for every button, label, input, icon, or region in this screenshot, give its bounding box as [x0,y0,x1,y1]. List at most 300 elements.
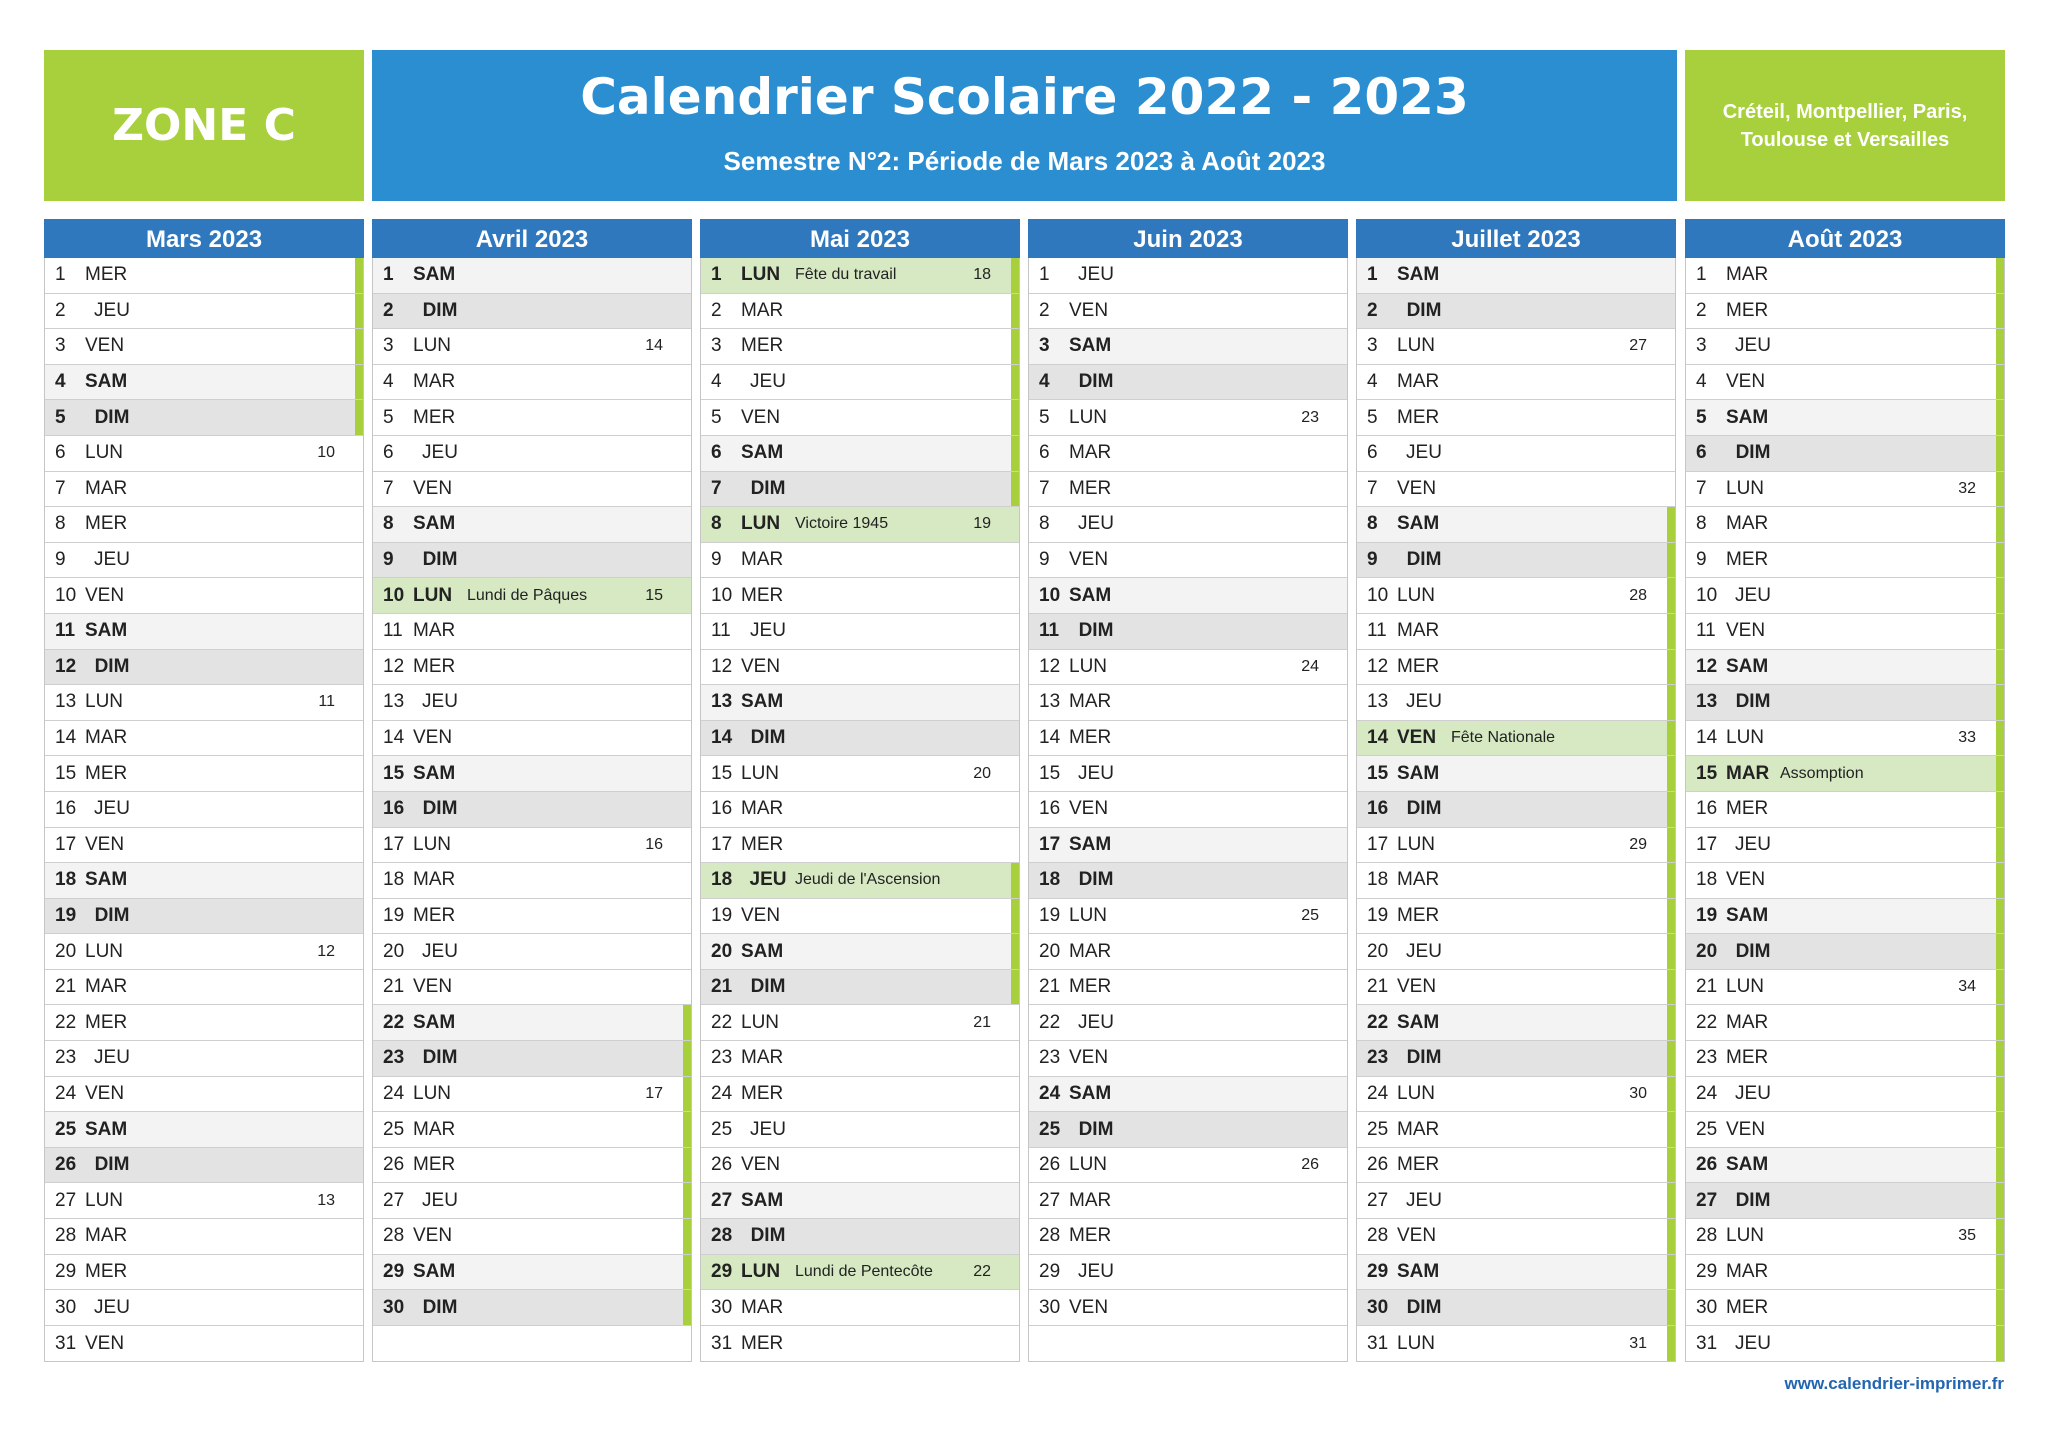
day-number: 2 [1039,299,1050,321]
day-row [1686,400,2004,436]
day-row [1029,400,1347,436]
day-name: MAR [741,1296,784,1318]
day-row [1029,614,1347,650]
day-name: JEU [1406,691,1442,713]
holiday-name: Fête du travail [795,266,897,284]
month-header: Août 2023 [1685,219,2005,258]
day-row [1029,1290,1347,1326]
day-row [1029,1219,1347,1255]
day-row [45,1148,363,1184]
day-name: JEU [1078,264,1114,286]
day-name: MER [1069,1225,1112,1247]
day-name: VEN [1069,299,1109,321]
day-row [45,970,363,1006]
day-row [701,1326,1019,1362]
day-row [373,756,691,792]
day-row [373,828,691,864]
day-number: 8 [383,513,394,535]
day-name: JEU [422,442,458,464]
day-number: 17 [55,833,77,855]
day-number: 24 [55,1082,77,1104]
day-number: 22 [1696,1011,1718,1033]
day-number: 18 [55,869,77,891]
day-number: 24 [1367,1082,1389,1104]
day-name: DIM [750,976,786,998]
day-row [45,329,363,365]
day-number: 13 [55,691,77,713]
day-row [45,1290,363,1326]
day-row [45,1183,363,1219]
day-row [1357,543,1675,579]
day-name: SAM [741,691,784,713]
day-number: 27 [1039,1189,1061,1211]
day-number: 1 [711,264,722,286]
month-column [1356,219,1676,1362]
day-row [373,1077,691,1113]
day-row [45,1041,363,1077]
day-name: SAM [85,869,128,891]
day-number: 12 [1039,655,1061,677]
day-row [701,899,1019,935]
day-name: MAR [741,549,784,571]
day-row [1686,507,2004,543]
day-row [45,934,363,970]
day-name: LUN [1726,477,1765,499]
day-name: SAM [1397,1011,1440,1033]
month-header: Mars 2023 [44,219,364,258]
day-number: 11 [55,620,76,642]
holiday-row [1357,721,1675,757]
day-name: LUN [741,1011,780,1033]
day-row [1357,685,1675,721]
month-header: Juin 2023 [1028,219,1348,258]
day-row [1357,436,1675,472]
day-number: 12 [383,655,405,677]
day-number: 9 [1696,549,1707,571]
day-row [373,294,691,330]
day-row [1686,1183,2004,1219]
day-number: 4 [1696,371,1707,393]
day-number: 5 [1367,406,1378,428]
day-row [1357,828,1675,864]
day-name: VEN [413,477,453,499]
day-number: 6 [1696,442,1707,464]
day-row [701,400,1019,436]
day-number: 26 [711,1154,733,1176]
holiday-row [701,1255,1019,1291]
day-row [701,1005,1019,1041]
day-number: 10 [711,584,733,606]
day-row [373,614,691,650]
day-row [1029,970,1347,1006]
day-row [1029,578,1347,614]
day-name: JEU [422,1189,458,1211]
day-name: LUN [1397,1332,1436,1354]
day-row [701,1290,1019,1326]
day-row [1357,400,1675,436]
week-number: 21 [973,1013,991,1031]
day-number: 10 [1367,584,1389,606]
day-name: VEN [741,406,781,428]
day-number: 21 [711,976,733,998]
day-name: MER [1726,1296,1769,1318]
day-row [1029,1077,1347,1113]
day-number: 22 [711,1011,733,1033]
day-row [701,329,1019,365]
day-number: 12 [55,655,77,677]
day-name: SAM [413,513,456,535]
month-header: Mai 2023 [700,219,1020,258]
day-row [1357,1041,1675,1077]
day-row [1686,792,2004,828]
day-name: MER [85,513,128,535]
day-name: DIM [1406,549,1442,571]
day-number: 31 [711,1332,733,1354]
day-name: MAR [85,976,128,998]
day-name: LUN [1397,833,1436,855]
day-number: 20 [711,940,733,962]
day-name: MER [1397,1154,1440,1176]
day-number: 1 [1696,264,1707,286]
day-number: 15 [1367,762,1389,784]
holiday-name: Jeudi de l'Ascension [795,871,941,889]
day-row [373,1148,691,1184]
day-list [1685,258,2005,1362]
page-subtitle: Semestre N°2: Période de Mars 2023 à Août 2023 [723,146,1326,176]
week-number: 32 [1958,479,1976,497]
day-list [44,258,364,1362]
day-number: 11 [1039,620,1060,642]
day-number: 4 [1367,371,1378,393]
day-row [1357,1077,1675,1113]
day-name: JEU [94,549,130,571]
day-row [373,365,691,401]
day-number: 21 [383,976,405,998]
day-number: 13 [1696,691,1718,713]
day-name: MAR [1726,762,1770,784]
day-name: MAR [1397,869,1440,891]
day-name: SAM [1726,655,1769,677]
day-name: VEN [1726,371,1766,393]
day-row [701,1112,1019,1148]
day-row [1029,934,1347,970]
day-name: MAR [1069,442,1112,464]
day-name: VEN [1397,1225,1437,1247]
day-name: VEN [413,976,453,998]
holiday-row [1686,756,2004,792]
day-name: MAR [741,299,784,321]
day-name: JEU [1078,762,1114,784]
day-number: 21 [1367,976,1389,998]
day-name: LUN [1726,1225,1765,1247]
day-number: 2 [1696,299,1707,321]
day-number: 26 [55,1154,77,1176]
day-number: 10 [55,584,77,606]
day-row [373,436,691,472]
day-number: 13 [383,691,405,713]
day-row [1029,329,1347,365]
day-name: LUN [413,584,453,606]
day-name: LUN [413,1082,452,1104]
day-row [1357,650,1675,686]
day-number: 29 [711,1260,733,1282]
day-name: MAR [1726,264,1769,286]
day-number: 14 [1039,727,1061,749]
day-row [701,1148,1019,1184]
day-name: VEN [741,1154,781,1176]
day-row [45,543,363,579]
day-row [1029,1005,1347,1041]
day-number: 28 [383,1225,405,1247]
day-number: 27 [383,1189,405,1211]
month-header: Avril 2023 [372,219,692,258]
day-name: MER [413,1154,456,1176]
day-number: 14 [1367,727,1389,749]
week-number: 18 [973,266,991,284]
holiday-row [373,578,691,614]
day-row [1686,1255,2004,1291]
day-number: 20 [1367,940,1389,962]
week-number: 24 [1301,657,1319,675]
day-number: 11 [1367,620,1387,642]
holiday-name: Victoire 1945 [795,515,889,533]
title-banner [372,50,1677,201]
day-number: 16 [1367,798,1389,820]
day-row [373,685,691,721]
day-number: 7 [1039,477,1050,499]
day-name: VEN [85,1332,125,1354]
day-row [1357,1255,1675,1291]
day-number: 26 [1696,1154,1718,1176]
day-name: DIM [422,798,458,820]
day-row [1686,650,2004,686]
day-name: MAR [741,798,784,820]
day-name: SAM [1726,406,1769,428]
day-name: SAM [1069,1082,1112,1104]
day-row [1686,1041,2004,1077]
day-row [373,329,691,365]
website-link[interactable]: www.calendrier-imprimer.fr [1784,1374,2004,1393]
day-row [1686,365,2004,401]
day-number: 24 [1696,1082,1718,1104]
week-number: 10 [317,444,335,462]
day-number: 12 [1367,655,1389,677]
day-number: 19 [383,904,405,926]
day-name: SAM [741,940,784,962]
day-number: 20 [1696,940,1718,962]
day-number: 2 [55,299,66,321]
day-row [1686,934,2004,970]
day-name: JEU [1735,584,1771,606]
day-name: MAR [413,371,456,393]
day-number: 1 [383,264,394,286]
week-number: 35 [1958,1227,1976,1245]
day-number: 22 [383,1011,405,1033]
day-number: 3 [383,335,394,357]
day-row [373,1005,691,1041]
day-number: 23 [1696,1047,1718,1069]
day-name: DIM [1735,691,1771,713]
day-number: 28 [1696,1225,1718,1247]
day-name: JEU [1406,442,1442,464]
day-number: 1 [1039,264,1050,286]
day-name: DIM [422,299,458,321]
day-row [45,828,363,864]
day-number: 23 [1039,1047,1061,1069]
day-number: 7 [1367,477,1378,499]
day-name: LUN [413,833,452,855]
day-row [1029,899,1347,935]
day-number: 23 [383,1047,405,1069]
day-row [45,258,363,294]
day-name: LUN [1069,655,1108,677]
day-number: 13 [1367,691,1389,713]
day-row [45,1255,363,1291]
day-row [1686,1219,2004,1255]
day-number: 6 [383,442,394,464]
day-row [1029,1041,1347,1077]
day-name: JEU [1406,940,1442,962]
day-row [45,400,363,436]
zone-label [44,50,364,201]
day-name: LUN [85,442,124,464]
day-row [1357,1326,1675,1362]
day-row [1029,436,1347,472]
day-name: DIM [1078,620,1114,642]
day-number: 16 [1039,798,1061,820]
week-number: 23 [1301,408,1319,426]
day-number: 7 [1696,477,1707,499]
day-number: 28 [711,1225,733,1247]
day-number: 5 [383,406,394,428]
day-row [701,365,1019,401]
day-number: 17 [1039,833,1061,855]
day-number: 21 [55,976,77,998]
day-name: SAM [1397,1260,1440,1282]
day-name: MER [741,1082,784,1104]
day-number: 17 [711,833,733,855]
day-row [373,792,691,828]
day-name: MAR [1397,620,1440,642]
month-column [44,219,364,1362]
day-row [45,863,363,899]
day-number: 15 [1039,762,1061,784]
day-name: DIM [94,406,130,428]
day-row [701,685,1019,721]
day-name: LUN [85,940,124,962]
day-row [1029,1148,1347,1184]
day-row [1357,1290,1675,1326]
day-row [1686,1112,2004,1148]
day-row [1029,685,1347,721]
day-number: 14 [1696,727,1718,749]
day-number: 14 [55,727,77,749]
day-row [701,650,1019,686]
day-name: DIM [1406,299,1442,321]
day-name: LUN [1726,976,1765,998]
day-number: 25 [711,1118,733,1140]
day-name: MAR [85,1225,128,1247]
day-number: 25 [55,1118,77,1140]
week-number: 25 [1301,906,1319,924]
day-row [1686,970,2004,1006]
day-number: 3 [1367,335,1378,357]
day-name: DIM [750,727,786,749]
day-name: LUN [1069,904,1108,926]
day-name: JEU [1735,1082,1771,1104]
day-name: MER [413,904,456,926]
day-name: LUN [1069,1154,1108,1176]
day-name: JEU [94,798,130,820]
day-number: 16 [383,798,405,820]
day-row [45,472,363,508]
day-row [1357,970,1675,1006]
day-row [45,685,363,721]
day-name: MAR [85,727,128,749]
day-number: 30 [711,1296,733,1318]
day-number: 23 [1367,1047,1389,1069]
day-name: MAR [1726,513,1769,535]
day-row [701,792,1019,828]
day-name: LUN [85,691,124,713]
day-number: 4 [1039,371,1050,393]
day-row [373,472,691,508]
day-name: VEN [741,904,781,926]
day-name: VEN [1726,620,1766,642]
day-number: 9 [55,549,66,571]
day-row [701,756,1019,792]
day-name: JEU [1735,833,1771,855]
day-name: MER [1726,549,1769,571]
day-row [1686,578,2004,614]
day-name: LUN [741,264,781,286]
month-column [1685,219,2005,1362]
day-row [45,721,363,757]
day-number: 31 [55,1332,77,1354]
day-row [701,828,1019,864]
holiday-row [701,258,1019,294]
day-name: MAR [413,620,456,642]
day-row [1686,329,2004,365]
day-row [1357,294,1675,330]
week-number: 19 [973,515,991,533]
day-number: 20 [55,940,77,962]
day-row [373,1112,691,1148]
day-name: VEN [1069,1296,1109,1318]
day-name: SAM [1069,833,1112,855]
day-row [1357,1148,1675,1184]
holiday-name: Lundi de Pâques [467,586,588,604]
week-number: 16 [645,835,663,853]
day-number: 22 [55,1011,77,1033]
day-number: 16 [711,798,733,820]
week-number: 26 [1301,1156,1319,1174]
day-name: JEU [749,869,787,891]
day-number: 2 [1367,299,1378,321]
day-number: 1 [55,264,66,286]
day-number: 3 [711,335,722,357]
week-number: 22 [973,1262,991,1280]
day-number: 29 [1696,1260,1718,1282]
week-number: 13 [317,1191,335,1209]
day-number: 5 [1696,406,1707,428]
day-row [373,863,691,899]
day-row [1686,258,2004,294]
cities-box [1685,50,2005,201]
day-number: 22 [1039,1011,1061,1033]
day-list [372,258,692,1362]
day-row [373,258,691,294]
